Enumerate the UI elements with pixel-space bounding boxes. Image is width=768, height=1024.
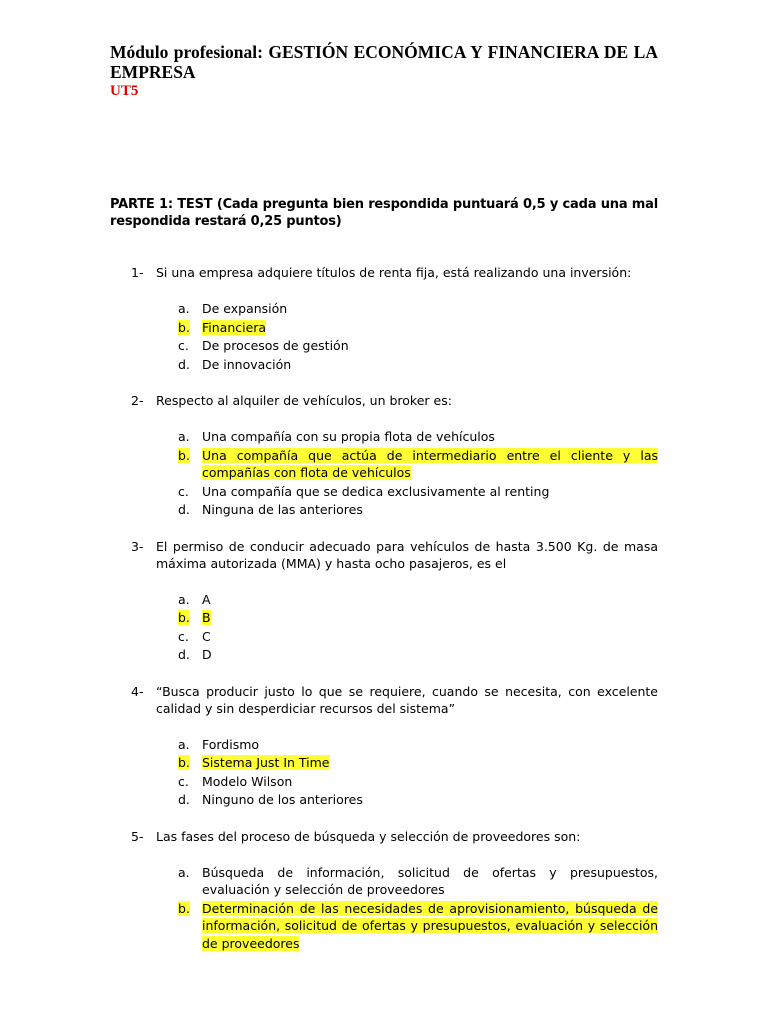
option-letter-text: a. bbox=[178, 736, 190, 752]
option-letter-text: a. bbox=[178, 591, 190, 607]
option-letter bbox=[156, 864, 202, 899]
option-text-content: De innovación bbox=[202, 356, 292, 372]
option-item-correct bbox=[156, 319, 658, 337]
option-text bbox=[202, 754, 658, 772]
option-text-content: C bbox=[202, 628, 211, 644]
option-item bbox=[156, 356, 658, 374]
question-text: Respecto al alquiler de vehículos, un broker es: bbox=[156, 393, 452, 408]
option-text bbox=[202, 356, 658, 374]
question-number: 1- bbox=[131, 265, 144, 280]
option-text bbox=[202, 337, 658, 355]
option-letter bbox=[156, 609, 202, 627]
option-item bbox=[156, 864, 658, 899]
option-text bbox=[202, 300, 658, 318]
option-letter bbox=[156, 447, 202, 482]
option-text-content: Determinación de las necesidades de aprovisionamiento, búsqueda de información, solicitud de ofertas y presupuestos, evaluación y selección de proveedores bbox=[202, 900, 658, 951]
option-item-correct bbox=[156, 447, 658, 482]
option-list bbox=[156, 428, 658, 519]
option-text-content: Una compañía que actúa de intermediario entre el cliente y las compañías con flota de vehículos bbox=[202, 447, 658, 480]
option-letter bbox=[156, 754, 202, 772]
option-letter bbox=[156, 337, 202, 355]
option-text-content: Fordismo bbox=[202, 736, 260, 752]
option-item bbox=[156, 501, 658, 519]
option-list bbox=[156, 591, 658, 664]
option-letter-text: c. bbox=[178, 483, 189, 499]
option-text-content: Una compañía con su propia flota de vehículos bbox=[202, 429, 495, 444]
question-line bbox=[110, 828, 658, 845]
option-text bbox=[202, 591, 658, 609]
question-line bbox=[110, 683, 658, 717]
option-letter-text: a. bbox=[178, 301, 190, 316]
option-item bbox=[156, 483, 658, 501]
option-letter bbox=[156, 628, 202, 646]
option-letter bbox=[156, 773, 202, 791]
option-letter bbox=[156, 791, 202, 809]
option-letter-text: c. bbox=[178, 628, 189, 644]
option-item-correct bbox=[156, 609, 658, 627]
option-text bbox=[202, 483, 658, 501]
question-item bbox=[110, 828, 658, 953]
part-heading: PARTE 1: TEST (Cada pregunta bien respondida puntuará 0,5 y cada una mal respondida restará 0,25 puntos) bbox=[110, 197, 658, 229]
question-number: 4- bbox=[131, 683, 144, 699]
option-letter bbox=[156, 736, 202, 754]
option-letter bbox=[156, 501, 202, 519]
option-text bbox=[202, 900, 658, 953]
option-text-content: Ninguna de las anteriores bbox=[202, 502, 363, 517]
question-text: “Busca producir justo lo que se requiere, cuando se necesita, con excelente calidad y sin desperdiciar recursos del sistema” bbox=[156, 683, 658, 716]
option-list bbox=[156, 300, 658, 373]
option-text-content: Ninguno de los anteriores bbox=[202, 792, 363, 807]
option-text bbox=[202, 773, 658, 791]
unit-label: UT5 bbox=[110, 83, 139, 99]
question-number: 2- bbox=[131, 393, 144, 408]
option-letter bbox=[156, 483, 202, 501]
option-text bbox=[202, 501, 658, 519]
option-letter-text: b. bbox=[178, 319, 190, 335]
question-item bbox=[110, 538, 658, 664]
option-text-content: Una compañía que se dedica exclusivamente al renting bbox=[202, 483, 550, 499]
option-letter-text: c. bbox=[178, 338, 189, 353]
option-letter-text: a. bbox=[178, 429, 190, 444]
option-item bbox=[156, 428, 658, 446]
question-line bbox=[110, 538, 658, 572]
question-list bbox=[110, 264, 658, 952]
question-line bbox=[110, 392, 658, 409]
question-item bbox=[110, 264, 658, 373]
option-text bbox=[202, 628, 658, 646]
option-item bbox=[156, 300, 658, 318]
question-number: 3- bbox=[131, 538, 144, 554]
option-text bbox=[202, 791, 658, 809]
option-text-content: Sistema Just In Time bbox=[202, 755, 330, 770]
option-letter-text: d. bbox=[178, 792, 190, 807]
option-text-content: B bbox=[202, 610, 211, 625]
option-item bbox=[156, 628, 658, 646]
option-item bbox=[156, 791, 658, 809]
option-text-content: Búsqueda de información, solicitud de ofertas y presupuestos, evaluación y selección de proveedores bbox=[202, 864, 658, 897]
module-title: Módulo profesional: GESTIÓN ECONÓMICA Y FINANCIERA DE LA EMPRESA bbox=[110, 42, 658, 82]
option-text bbox=[202, 428, 658, 446]
option-item bbox=[156, 591, 658, 609]
option-text-content: Financiera bbox=[202, 319, 267, 335]
option-text-content: De expansión bbox=[202, 301, 288, 316]
option-letter bbox=[156, 646, 202, 664]
option-list bbox=[156, 864, 658, 953]
option-text-content: De procesos de gestión bbox=[202, 338, 349, 353]
option-letter-text: b. bbox=[178, 755, 190, 770]
question-item bbox=[110, 392, 658, 519]
option-text bbox=[202, 736, 658, 754]
option-text bbox=[202, 447, 658, 482]
option-letter-text: d. bbox=[178, 647, 190, 662]
option-letter-text: b. bbox=[178, 610, 190, 625]
option-letter-text: d. bbox=[178, 356, 190, 372]
option-letter bbox=[156, 428, 202, 446]
option-text-content: Modelo Wilson bbox=[202, 773, 293, 789]
option-text bbox=[202, 864, 658, 899]
option-letter bbox=[156, 319, 202, 337]
option-text-content: D bbox=[202, 647, 212, 662]
question-line bbox=[110, 264, 658, 281]
option-letter-text: b. bbox=[178, 447, 190, 463]
question-text: Las fases del proceso de búsqueda y selección de proveedores son: bbox=[156, 828, 581, 844]
option-text bbox=[202, 609, 658, 627]
option-item bbox=[156, 646, 658, 664]
option-letter-text: a. bbox=[178, 864, 190, 880]
option-item bbox=[156, 773, 658, 791]
option-letter bbox=[156, 300, 202, 318]
option-letter bbox=[156, 356, 202, 374]
option-item bbox=[156, 337, 658, 355]
option-item bbox=[156, 736, 658, 754]
option-item-correct bbox=[156, 754, 658, 772]
document-page bbox=[110, 42, 658, 971]
question-number: 5- bbox=[131, 828, 144, 844]
option-text bbox=[202, 319, 658, 337]
option-list bbox=[156, 736, 658, 809]
option-letter-text: b. bbox=[178, 900, 190, 916]
question-text: Si una empresa adquiere títulos de renta fija, está realizando una inversión: bbox=[156, 265, 632, 280]
option-letter-text: d. bbox=[178, 502, 190, 517]
option-letter-text: c. bbox=[178, 773, 189, 789]
option-text-content: A bbox=[202, 591, 211, 607]
option-text bbox=[202, 646, 658, 664]
option-item-correct bbox=[156, 900, 658, 953]
question-text: El permiso de conducir adecuado para vehículos de hasta 3.500 Kg. de masa máxima autorizada (MMA) y hasta ocho pasajeros, es el bbox=[156, 538, 658, 571]
option-letter bbox=[156, 900, 202, 953]
option-letter bbox=[156, 591, 202, 609]
question-item bbox=[110, 683, 658, 809]
